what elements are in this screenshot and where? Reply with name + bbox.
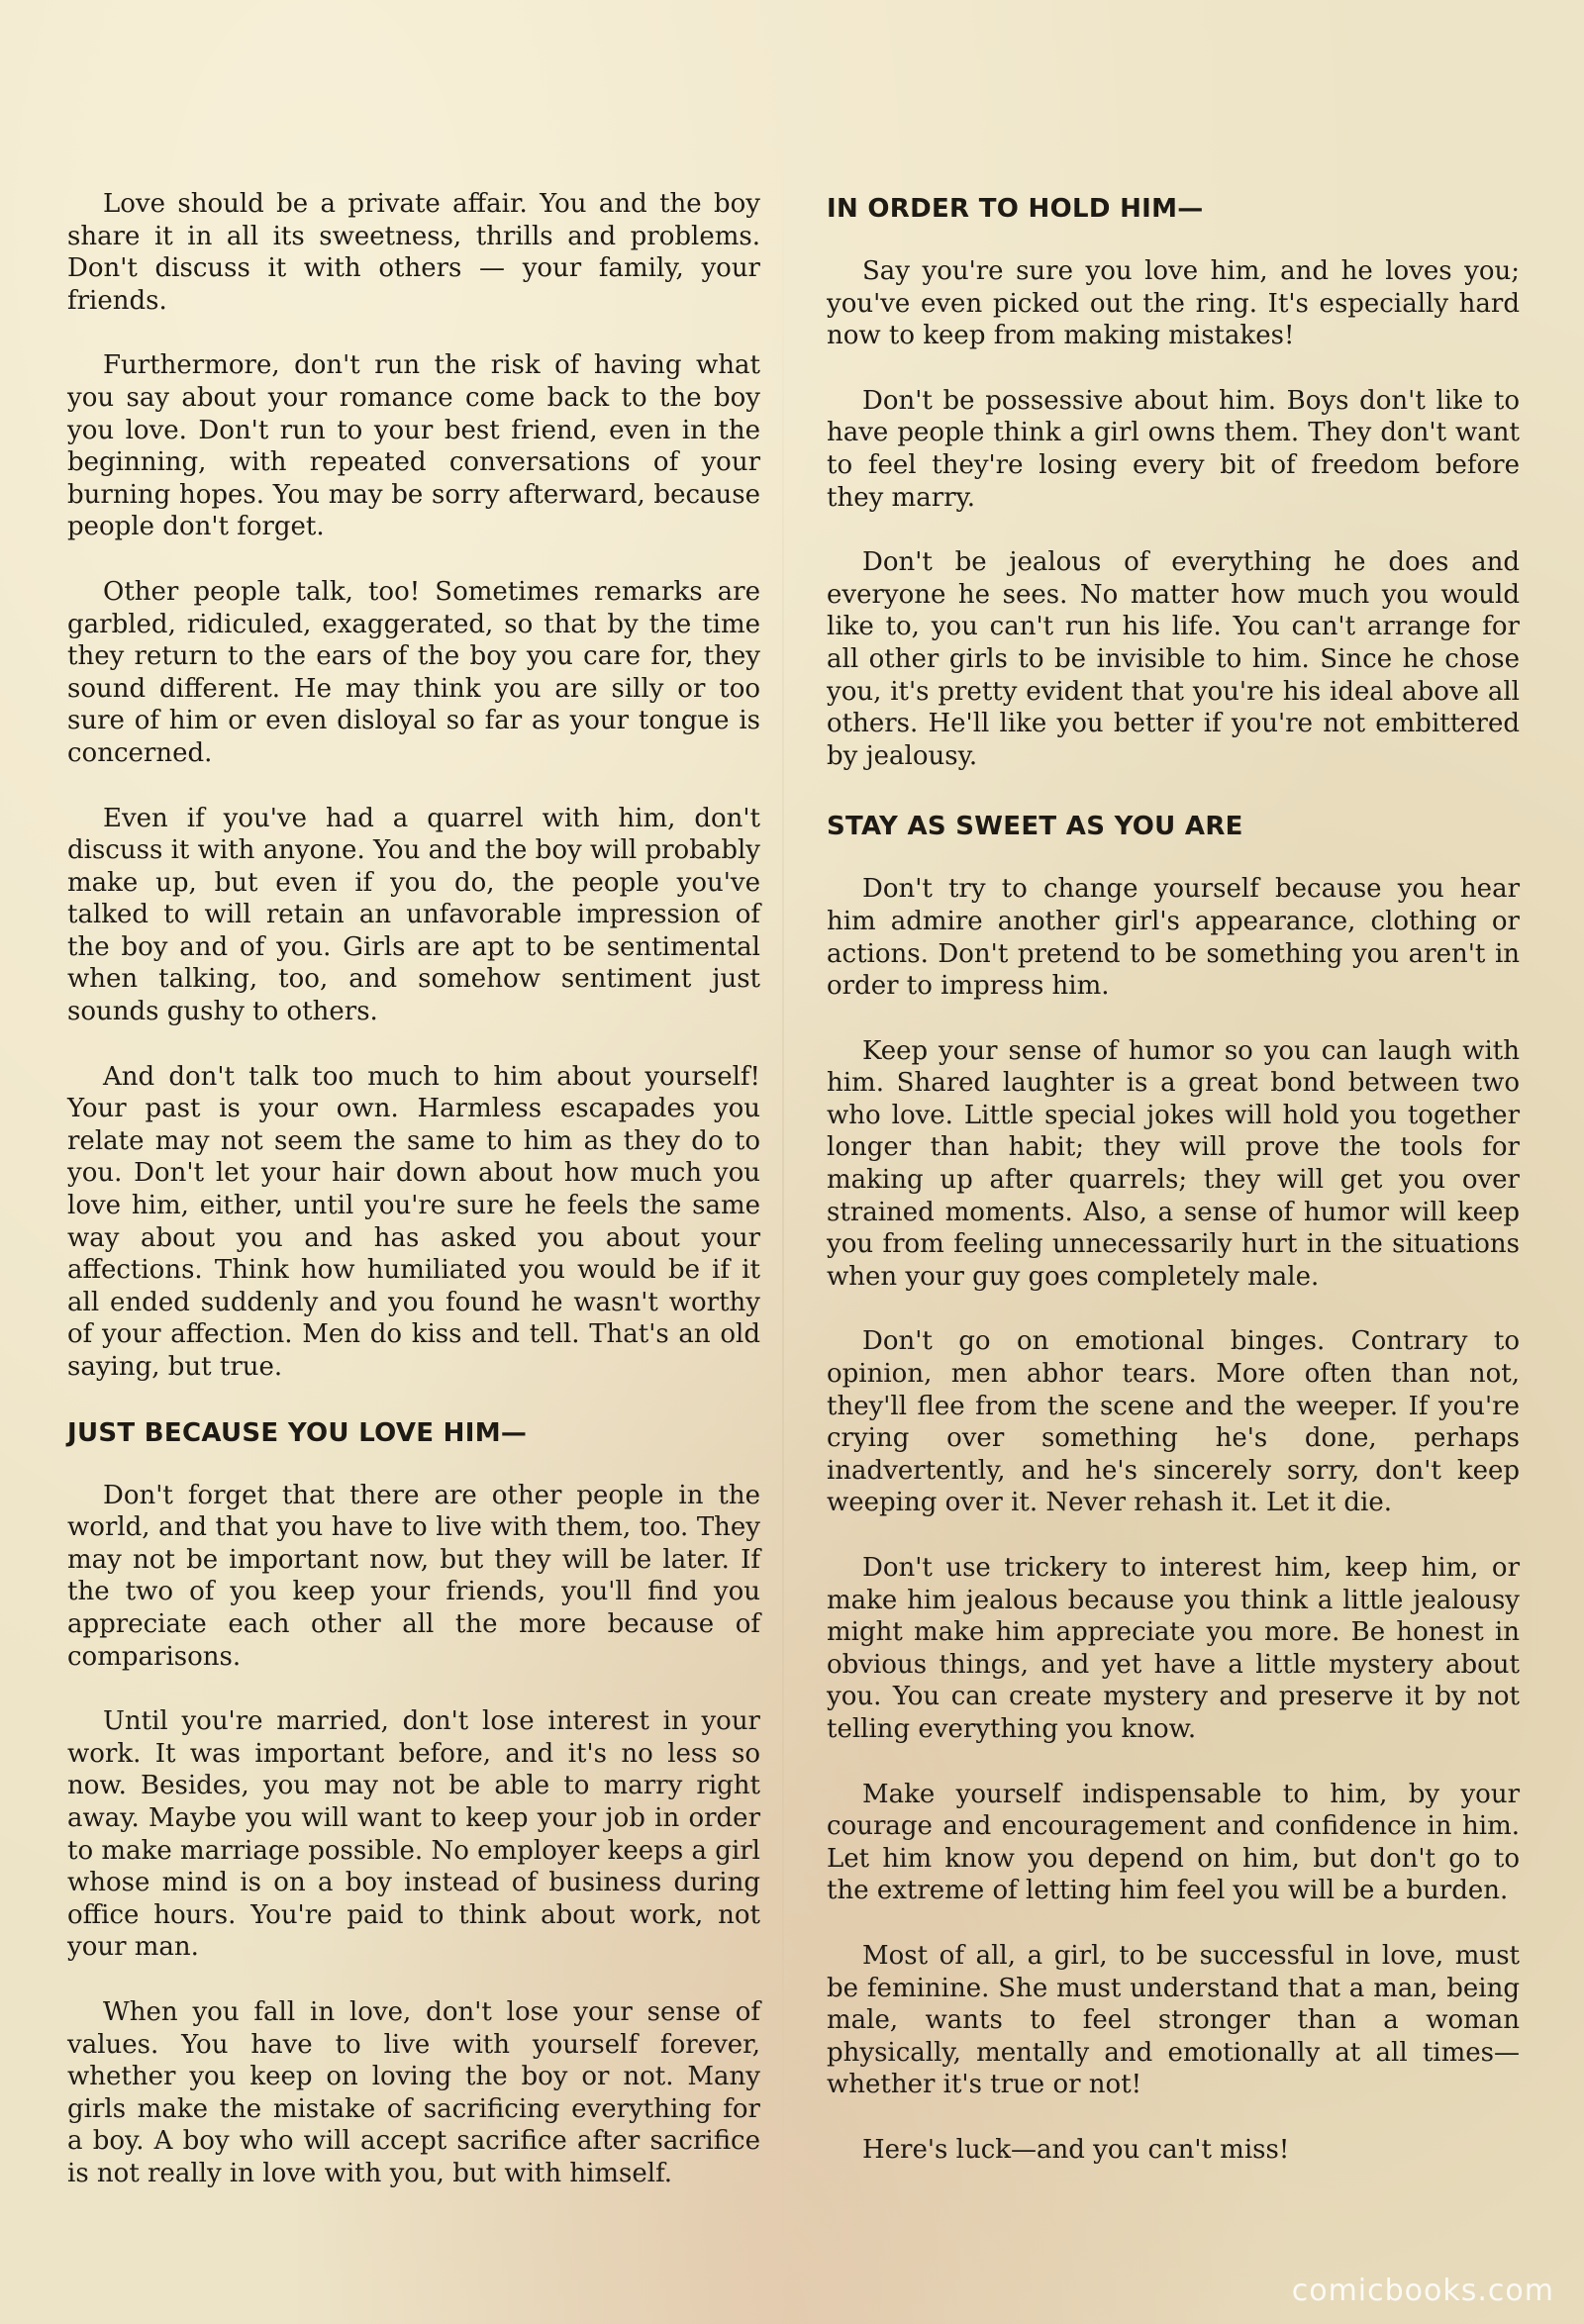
- paragraph: Don't try to change yourself because you hear him admire another girl's appearance, clothing or actions. Don't pretend to be something you aren't in order to impress him.: [827, 874, 1520, 1002]
- paragraph: Love should be a private affair. You and the boy share it in all its sweetness, thrills and problems. Don't discuss it with others — your family, your friends.: [67, 189, 760, 316]
- paragraph: Don't be jealous of everything he does and everyone he sees. No matter how much you would like to, you can't run his life. You can't arrange for all other girls to be invisible to him. Since he chose you, it's pretty evident that you're his ideal above all others. He'll like you better if you're not embittered by jealousy.: [827, 547, 1520, 771]
- paragraph: Say you're sure you love him, and he loves you; you've even picked out the ring. It's especially hard now to keep from making mistakes!: [827, 256, 1520, 351]
- watermark-text: comicbooks.com: [1291, 2274, 1554, 2308]
- paragraph: Don't use trickery to interest him, keep him, or make him jealous because you think a little jealousy might make him appreciate you more. Be honest in obvious things, and yet have a little mystery about you. You can create mystery and preserve it by not telling everything you know.: [827, 1553, 1520, 1744]
- right-column: [827, 192, 1520, 2199]
- paragraph: Other people talk, too! Sometimes remarks are garbled, ridiculed, exaggerated, so that by the time they return to the ears of the boy you care for, they sound different. He may think you are silly or too sure of him or even disloyal so far as your tongue is concerned.: [67, 576, 760, 768]
- paragraph: Don't be possessive about him. Boys don't like to have people think a girl owns them. They don't want to feel they're losing every bit of freedom before they marry.: [827, 385, 1520, 513]
- paragraph: Until you're married, don't lose interest in your work. It was important before, and it's no less so now. Besides, you may not be able to marry right away. Maybe you will want to keep your job in order to make marriage possible. No employer keeps a girl whose mind is on a boy instead of business during office hours. You're paid to think about work, not your man.: [67, 1706, 760, 1963]
- paragraph: Don't go on emotional binges. Contrary to opinion, men abhor tears. More often than not, they'll flee from the scene and the weeper. If you're crying over something he's done, perhaps inadvertently, and he's sincerely sorry, don't keep weeping over it. Never rehash it. Let it die.: [827, 1326, 1520, 1518]
- section-heading: JUST BECAUSE YOU LOVE HIM—: [67, 1417, 528, 1448]
- paragraph: Keep your sense of humor so you can laugh with him. Shared laughter is a great bond between two who love. Little special jokes will hold you together longer than habit; they will prove the tools for making up after quarrels; they will get you over strained moments. Also, a sense of humor will keep you from feeling unnecessarily hurt in the situations when your guy goes completely male.: [827, 1035, 1520, 1292]
- left-column: [67, 188, 760, 2222]
- paragraph: When you fall in love, don't lose your sense of values. You have to live with yourself forever, whether you keep on loving the boy or not. Many girls make the mistake of sacrificing everything for a boy. A boy who will accept sacrifice after sacrifice is not really in love with you, but with himself.: [67, 1996, 760, 2188]
- page-crease: [782, 79, 784, 2257]
- paragraph: Make yourself indispensable to him, by your courage and encouragement and confidence in him. Let him know you depend on him, but don't go to the extreme of letting him feel you will be a burden.: [827, 1779, 1520, 1906]
- paragraph: Don't forget that there are other people in the world, and that you have to live with them, too. They may not be important now, but they will be later. If the two of you keep your friends, you'll find you appreciate each other all the more because of comparisons.: [67, 1480, 760, 1672]
- paragraph: Furthermore, don't run the risk of having what you say about your romance come back to the boy you love. Don't run to your best friend, even in the beginning, with repeated conversations of your burning hopes. You may be sorry afterward, because people don't forget.: [67, 350, 760, 542]
- section-heading: STAY AS SWEET AS YOU ARE: [827, 812, 1243, 842]
- paragraph: Even if you've had a quarrel with him, don't discuss it with anyone. You and the boy will probably make up, but even if you do, the people you've talked to will retain an unfavorable impression of the boy and of you. Girls are apt to be sentimental when talking, too, and somehow sentiment just sounds gushy to others.: [67, 803, 760, 1027]
- paragraph: And don't talk too much to him about yourself! Your past is your own. Harmless escapades you relate may not seem the same to him as they do to you. Don't let your hair down about how much you love him, either, until you're sure he feels the same way about you and has asked you about your affections. Think how humiliated you would be if it all ended suddenly and you found he wasn't worthy of your affection. Men do kiss and tell. That's an old saying, but true.: [67, 1061, 760, 1382]
- paragraph: Here's luck—and you can't miss!: [862, 2134, 1290, 2165]
- paragraph: Most of all, a girl, to be successful in love, must be feminine. She must understand that a man, being male, wants to feel stronger than a woman physically, mentally and emotionally at all times—whether it's true or not!: [827, 1940, 1520, 2100]
- section-heading: IN ORDER TO HOLD HIM—: [827, 194, 1204, 224]
